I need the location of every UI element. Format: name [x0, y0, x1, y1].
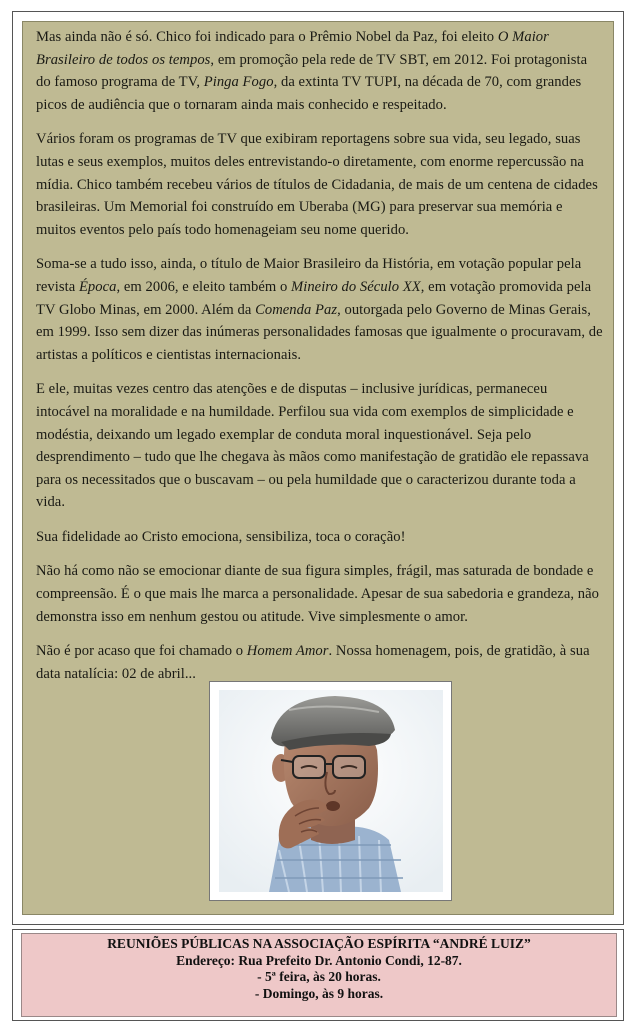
meetings-title: REUNIÕES PÚBLICAS NA ASSOCIAÇÃO ESPÍRITA “ANDRÉ LUIZ” — [107, 936, 531, 951]
paragraph-7 — [36, 640, 604, 685]
paragraph-1 — [36, 26, 604, 116]
italic-magazine: Época — [78, 278, 117, 295]
italic-title: Mineiro do Século XX — [291, 278, 421, 295]
text: , da extinta TV TUPI, na década de 70, com grandes picos de audiência que o tornaram ainda mais conhecido e respeitado. — [36, 74, 582, 113]
text: . Nossa homenagem, pois, de gratidão, à sua data natalícia: 02 de abril... — [36, 643, 590, 682]
paragraph-6: Não há como não se emocionar diante de sua figura simples, frágil, mas saturada de bondade e compreensão. É o que mais lhe marca a personalidade. Apesar de sua sabedoria e grandeza, não demonstra isso em nenhum gestou ou atitude. Vive simplesmente o amor. — [36, 563, 599, 625]
text: Não é por acaso que foi chamado o — [36, 643, 247, 660]
meeting-info-box — [21, 933, 617, 1017]
text: Soma-se a tudo isso, ainda, o título de Maior Brasileiro da História, em votação popular pela revista — [36, 256, 582, 295]
italic-award: Comenda Paz — [255, 301, 338, 318]
italic-program: Pinga Fogo — [203, 74, 274, 91]
portrait-photo — [219, 690, 443, 892]
paragraph-5: Sua fidelidade ao Cristo emociona, sensibiliza, toca o coração! — [36, 528, 406, 545]
address-line: Endereço: Rua Prefeito Dr. Antonio Condi, 12-87. — [176, 952, 462, 968]
article-panel — [22, 21, 614, 915]
text: , em 2006, e eleito também o — [116, 278, 292, 295]
text: , em votação promovida pela TV Globo Minas, em 2000. Além da — [36, 278, 592, 318]
paragraph-3 — [36, 253, 604, 366]
text: , em promoção pela rede de TV SBT, em 2012. Foi protagonista do famoso programa de TV, — [36, 51, 588, 91]
footer-frame — [12, 929, 624, 1021]
text: Mas ainda não é só. Chico foi indicado para o Prêmio Nobel da Paz, foi eleito — [36, 29, 498, 45]
photo-frame — [209, 681, 452, 901]
paragraph-4: E ele, muitas vezes centro das atenções e de disputas – inclusive jurídicas, permaneceu intocável na moralidade e na humildade. Perfilou sua vida com exemplos de simplicidade e modéstia, deixando um legado exemplar de conduta moral inquestionável. Seja pelo desprendimento – tudo que lhe chegava às mãos como manifestação de gratidão ele repassava para os necessitados que o buscavam – ou pela humildade que o caracterizou durante toda a vida. — [36, 381, 589, 511]
main-frame — [12, 11, 624, 925]
schedule-sunday: - Domingo, às 9 horas. — [254, 985, 384, 1001]
italic-title: O Maior Brasileiro de todos os tempos — [36, 29, 549, 68]
italic-nickname: Homem Amor — [246, 643, 329, 660]
schedule-thursday: - 5ª feira, às 20 horas. — [257, 969, 381, 984]
text: , outorgada pelo Governo de Minas Gerais, em 1999. Isso sem dizer das inúmeras personalidades famosas que igualmente o procuravam, de artistas a políticos e cientistas internacionais. — [36, 301, 603, 363]
paragraph-2: Vários foram os programas de TV que exibiram reportagens sobre sua vida, seu legado, suas lutas e seus exemplos, muitos deles entrevistando-o diretamente, com enorme repercussão na mídia. Chico também recebeu vários de títulos de Cidadania, de mais de um centena de cidades brasileiras. Um Memorial foi construído em Uberaba (MG) para preservar sua memória e muitos eventos pelo país todo homenageiam seu nome querido. — [36, 131, 598, 238]
